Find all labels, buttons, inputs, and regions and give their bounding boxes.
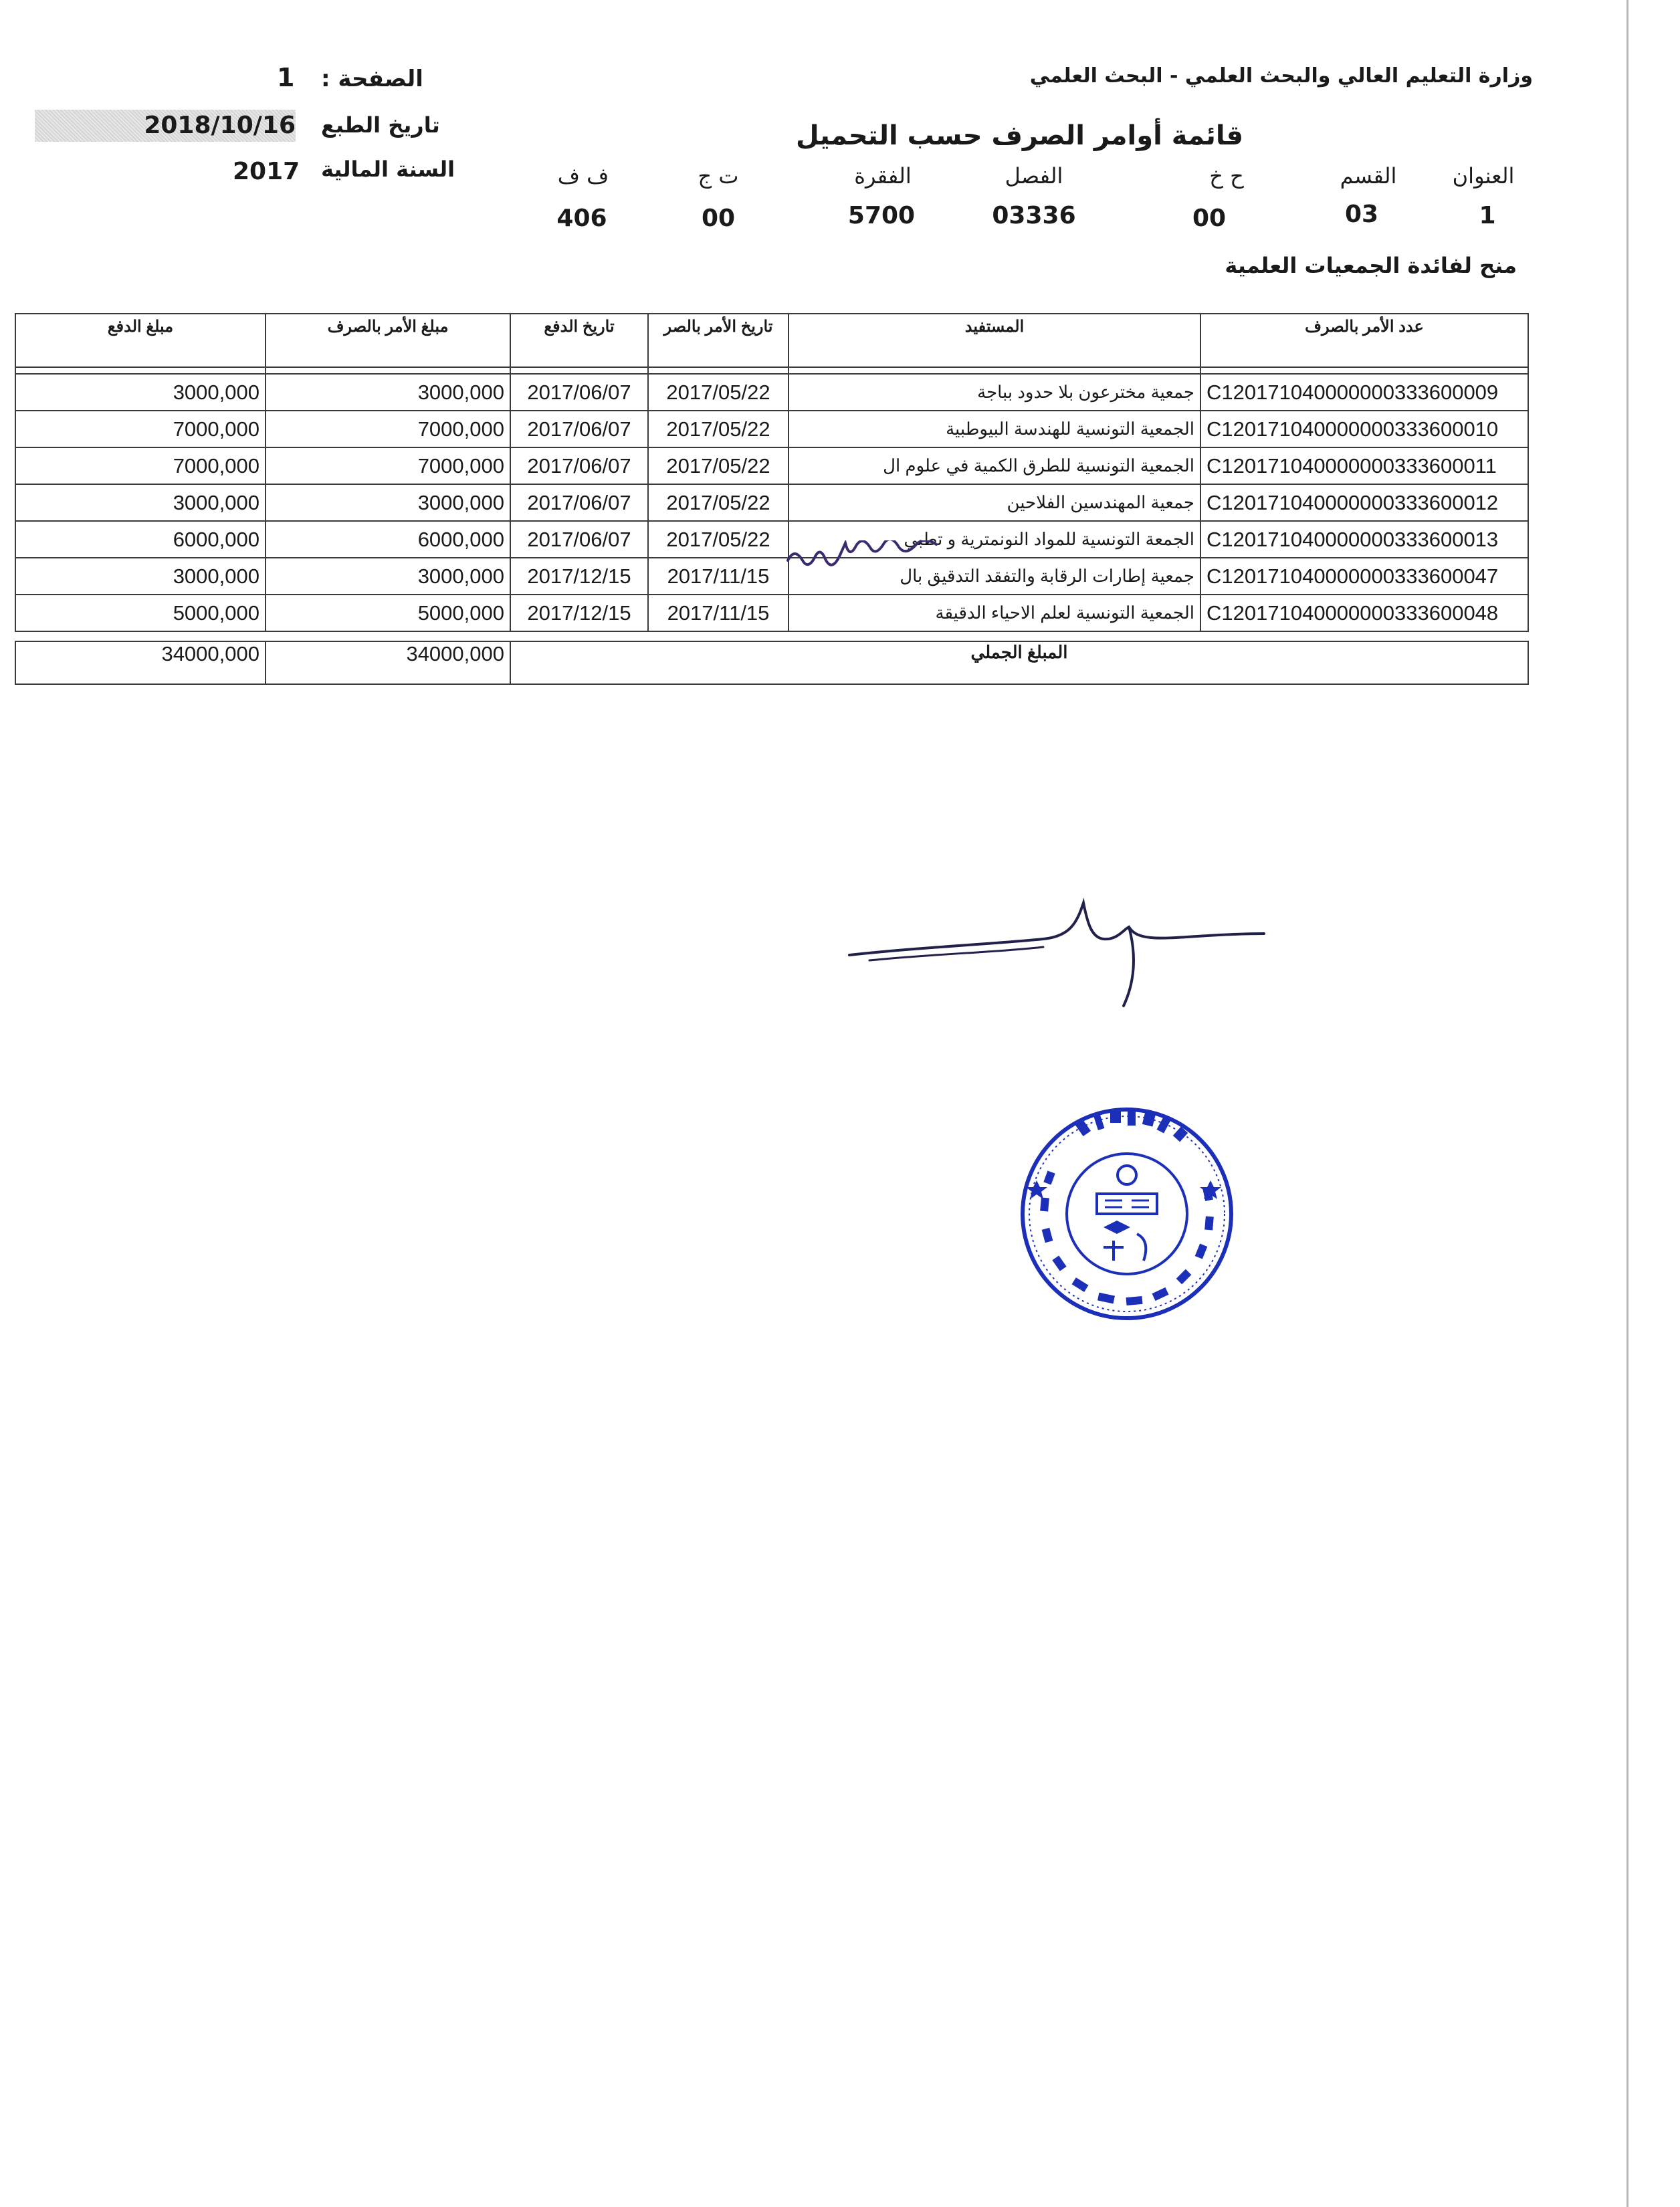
order-amount-cell: 6000,000 — [266, 521, 510, 558]
payment-amount-cell: 3000,000 — [15, 484, 266, 521]
table-header-row — [15, 314, 1528, 367]
signature-main-stroke — [849, 903, 1264, 955]
heading-value-title: 1 — [1479, 202, 1496, 229]
order-number-cell: C120171040000000333600048 — [1200, 595, 1528, 631]
table-row — [15, 558, 1528, 595]
heading-value-paragraph: 5700 — [847, 202, 916, 229]
heading-label-ff: ف ف — [557, 163, 609, 189]
official-seal-stamp — [1017, 1100, 1237, 1328]
page-label: الصفحة : — [321, 66, 423, 92]
col-header-order-amount: مبلغ الأمر بالصرف — [266, 314, 510, 367]
beneficiary-cell: جمعية المهندسين الفلاحين — [789, 484, 1200, 521]
order-date-cell: 2017/11/15 — [648, 558, 789, 595]
heading-label-paragraph: الفقرة — [854, 163, 912, 189]
payment-date-cell: 2017/06/07 — [510, 484, 648, 521]
heading-value-section: 03 — [1344, 201, 1379, 228]
total-label: المبلغ الجملي — [510, 641, 1528, 684]
table-row — [15, 411, 1528, 447]
payment-amount-cell: 5000,000 — [15, 595, 266, 631]
fiscal-year-value: 2017 — [233, 158, 300, 185]
order-amount-cell: 3000,000 — [266, 484, 510, 521]
order-date-cell: 2017/05/22 — [648, 447, 789, 484]
payment-amount-cell: 7000,000 — [15, 411, 266, 447]
heading-value-chapter: 03336 — [992, 202, 1076, 229]
heading-value-hk: 00 — [1192, 205, 1227, 232]
handwritten-annotation — [782, 540, 956, 581]
print-date-value: 2018/10/16 — [35, 110, 296, 142]
page-number: 1 — [277, 63, 295, 92]
payment-orders-table — [15, 313, 1529, 632]
order-date-cell: 2017/05/22 — [648, 484, 789, 521]
table-row — [15, 595, 1528, 631]
order-amount-cell: 3000,000 — [266, 374, 510, 411]
beneficiary-cell: الجمعة التونسية للمواد النونمترية و تطبي — [789, 521, 1200, 558]
order-date-cell: 2017/11/15 — [648, 595, 789, 631]
order-number-cell: C120171040000000333600047 — [1200, 558, 1528, 595]
heading-value-tj: 00 — [701, 205, 736, 232]
signature — [843, 883, 1271, 1017]
payment-date-cell: 2017/12/15 — [510, 595, 648, 631]
payment-amount-cell: 3000,000 — [15, 558, 266, 595]
page-edge-line — [1626, 0, 1629, 2207]
heading-label-hk: ح خ — [1209, 163, 1244, 189]
table-row — [15, 484, 1528, 521]
beneficiary-cell: الجمعية التونسية للطرق الكمية في علوم ال — [789, 447, 1200, 484]
order-date-cell: 2017/05/22 — [648, 411, 789, 447]
order-date-cell: 2017/05/22 — [648, 374, 789, 411]
signature-tail-stroke — [1124, 927, 1134, 1006]
payment-amount-cell: 7000,000 — [15, 447, 266, 484]
order-amount-cell: 5000,000 — [266, 595, 510, 631]
document-title: قائمة أوامر الصرف حسب التحميل — [796, 120, 1244, 151]
order-date-cell: 2017/05/22 — [648, 521, 789, 558]
signature-underline-stroke — [869, 947, 1043, 960]
order-amount-cell: 7000,000 — [266, 447, 510, 484]
col-header-beneficiary: المستفيد — [789, 314, 1200, 367]
heading-label-tj: ت ج — [698, 163, 739, 189]
order-amount-cell: 3000,000 — [266, 558, 510, 595]
header-spacer-row — [15, 367, 1528, 374]
col-header-order-number: عدد الأمر بالصرف — [1200, 314, 1528, 367]
order-number-cell: C120171040000000333600011 — [1200, 447, 1528, 484]
fiscal-year-label: السنة المالية — [321, 156, 455, 182]
table-row — [15, 447, 1528, 484]
order-number-cell: C120171040000000333600012 — [1200, 484, 1528, 521]
ministry-name: وزارة التعليم العالي والبحث العلمي - البحث العلمي — [1029, 64, 1533, 88]
total-order-amount: 34000,000 — [266, 641, 510, 684]
table-row — [15, 521, 1528, 558]
print-date-label: تاريخ الطبع — [321, 112, 440, 138]
payment-date-cell: 2017/12/15 — [510, 558, 648, 595]
total-payment-amount: 34000,000 — [15, 641, 266, 684]
order-number-cell: C120171040000000333600013 — [1200, 521, 1528, 558]
payment-amount-cell: 6000,000 — [15, 521, 266, 558]
seal-emblem-icon — [1097, 1166, 1157, 1261]
col-header-order-date: تاريخ الأمر بالصر — [648, 314, 789, 367]
table-row — [15, 374, 1528, 411]
payment-date-cell: 2017/06/07 — [510, 411, 648, 447]
col-header-payment-date: تاريخ الدفع — [510, 314, 648, 367]
section-title: منح لفائدة الجمعيات العلمية — [1225, 253, 1517, 278]
annotation-stroke — [788, 540, 936, 565]
beneficiary-cell: الجمعية التونسية للهندسة البيوطبية — [789, 411, 1200, 447]
total-table — [15, 641, 1529, 685]
order-number-cell: C120171040000000333600010 — [1200, 411, 1528, 447]
heading-label-title: العنوان — [1452, 163, 1515, 189]
payment-amount-cell: 3000,000 — [15, 374, 266, 411]
order-amount-cell: 7000,000 — [266, 411, 510, 447]
payment-date-cell: 2017/06/07 — [510, 447, 648, 484]
heading-label-section: القسم — [1340, 163, 1397, 189]
payment-date-cell: 2017/06/07 — [510, 521, 648, 558]
payment-date-cell: 2017/06/07 — [510, 374, 648, 411]
col-header-payment-amount: مبلغ الدفع — [15, 314, 266, 367]
order-number-cell: C120171040000000333600009 — [1200, 374, 1528, 411]
total-row — [15, 641, 1528, 684]
beneficiary-cell: جمعية إطارات الرقابة والتفقد التدقيق بال — [789, 558, 1200, 595]
beneficiary-cell: الجمعية التونسية لعلم الاحياء الدقيقة — [789, 595, 1200, 631]
beneficiary-cell: جمعية مخترعون بلا حدود بباجة — [789, 374, 1200, 411]
heading-label-chapter: الفصل — [1005, 163, 1063, 189]
heading-value-ff: 406 — [556, 205, 607, 232]
